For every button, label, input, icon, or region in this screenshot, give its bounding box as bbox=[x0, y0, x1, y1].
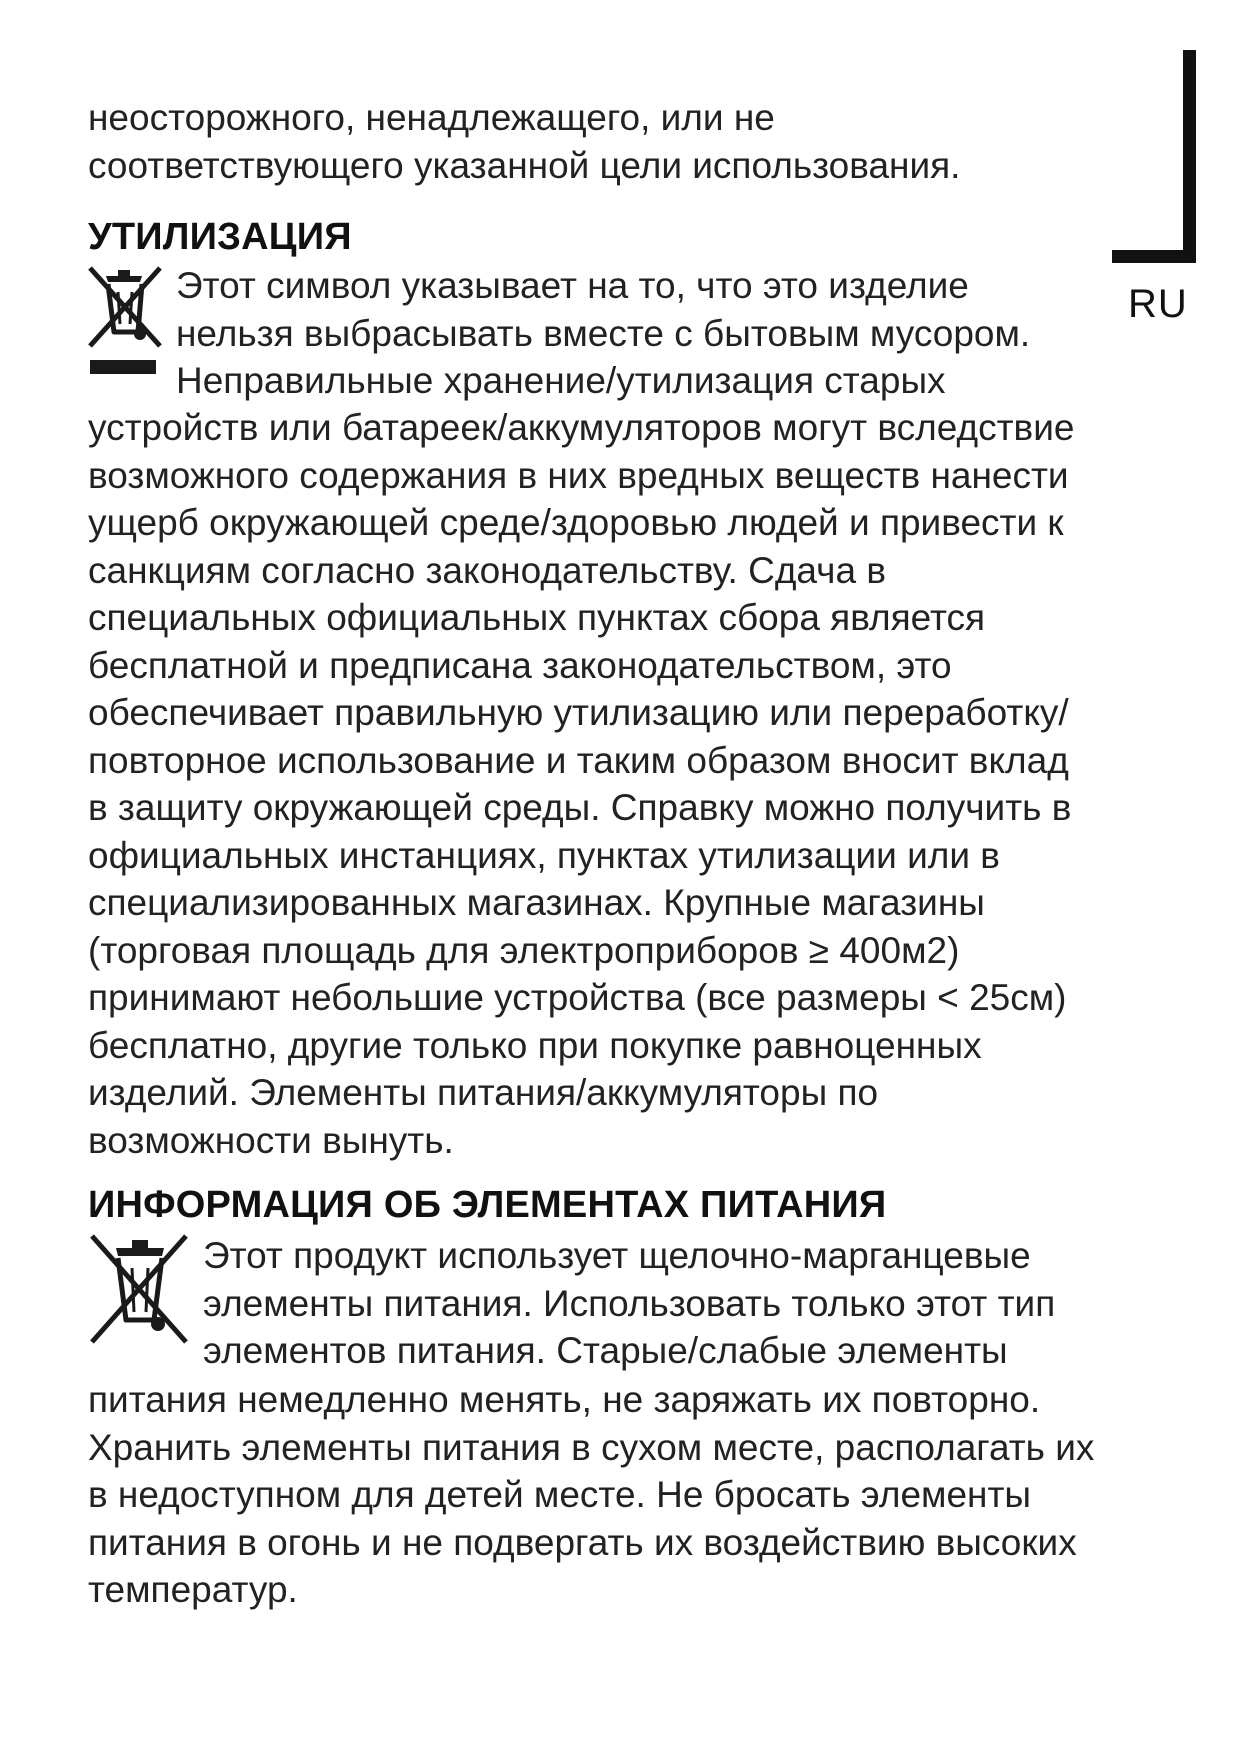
text-line: ущерб окружающей среде/здоровью людей и привести к bbox=[88, 502, 1064, 543]
text-line: бесплатно, другие только при покупке равноценных bbox=[88, 1024, 982, 1066]
text-line: Этот продукт использует щелочно-марганцевые bbox=[203, 1235, 1031, 1276]
text-line: специальных официальных пунктах сбора является bbox=[88, 597, 986, 638]
text-line: принимают небольшие устройства (все размеры < 25см) bbox=[88, 977, 1067, 1018]
text-line: Неправильные хранение/утилизация старых bbox=[176, 360, 946, 401]
batteries-heading: ИНФОРМАЦИЯ ОБ ЭЛЕМЕНТАХ ПИТАНИЯ bbox=[88, 1184, 887, 1226]
text-line: Хранить элементы питания в сухом месте, располагать их bbox=[88, 1426, 1095, 1468]
text-line: Этот символ указывает на то, что это изделие bbox=[176, 265, 969, 306]
text-line: возможности вынуть. bbox=[88, 1119, 454, 1161]
text-line: соответствующего указанной цели использования. bbox=[88, 144, 961, 186]
text-line: питания в огонь и не подвергать их воздействию высоких bbox=[88, 1521, 1077, 1563]
text-line: санкциям согласно законодательству. Сдача в bbox=[88, 549, 886, 591]
text-line: повторное использование и таким образом вносит вклад bbox=[88, 739, 1069, 781]
language-tab-bar-horizontal bbox=[1112, 250, 1196, 263]
text-line: устройств или батареек/аккумуляторов могут вследствие bbox=[88, 407, 1075, 448]
text-line: температур. bbox=[88, 1569, 298, 1610]
text-line: обеспечивает правильную утилизацию или переработку/ bbox=[88, 692, 1069, 733]
text-line: элементы питания. Использовать только этот тип bbox=[203, 1282, 1056, 1324]
crossed-out-bin-icon bbox=[86, 1232, 192, 1346]
text-line: бесплатной и предписана законодательством, это bbox=[88, 644, 952, 686]
crossed-out-wheelie-bin-icon bbox=[86, 262, 164, 380]
text-line: в недоступном для детей месте. Не бросать элементы bbox=[88, 1474, 1032, 1515]
batteries-paragraph bbox=[88, 1376, 1094, 1614]
text-line: (торговая площадь для электроприборов ≥ 400м2) bbox=[88, 929, 960, 971]
language-tab-bar-vertical bbox=[1183, 50, 1196, 263]
disposal-paragraph bbox=[88, 404, 1074, 1164]
text-line: возможного содержания в них вредных веществ нанести bbox=[88, 454, 1069, 496]
language-code: RU bbox=[1128, 282, 1188, 326]
disposal-heading: УТИЛИЗАЦИЯ bbox=[88, 216, 352, 258]
text-line: элементов питания. Старые/слабые элементы bbox=[203, 1330, 1008, 1371]
batteries-indented-text bbox=[203, 1232, 1055, 1375]
text-line: изделий. Элементы питания/аккумуляторы по bbox=[88, 1072, 879, 1113]
disposal-indented-text bbox=[176, 262, 1030, 405]
text-line: в защиту окружающей среды. Справку можно получить в bbox=[88, 787, 1072, 828]
text-line: нельзя выбрасывать вместе с бытовым мусором. bbox=[176, 312, 1031, 354]
text-line: питания немедленно менять, не заряжать их повторно. bbox=[88, 1379, 1041, 1420]
text-line: официальных инстанциях, пунктах утилизации или в bbox=[88, 834, 1000, 876]
intro-paragraph bbox=[88, 94, 960, 189]
text-line: специализированных магазинах. Крупные магазины bbox=[88, 882, 985, 923]
text-line: неосторожного, ненадлежащего, или не bbox=[88, 97, 775, 138]
